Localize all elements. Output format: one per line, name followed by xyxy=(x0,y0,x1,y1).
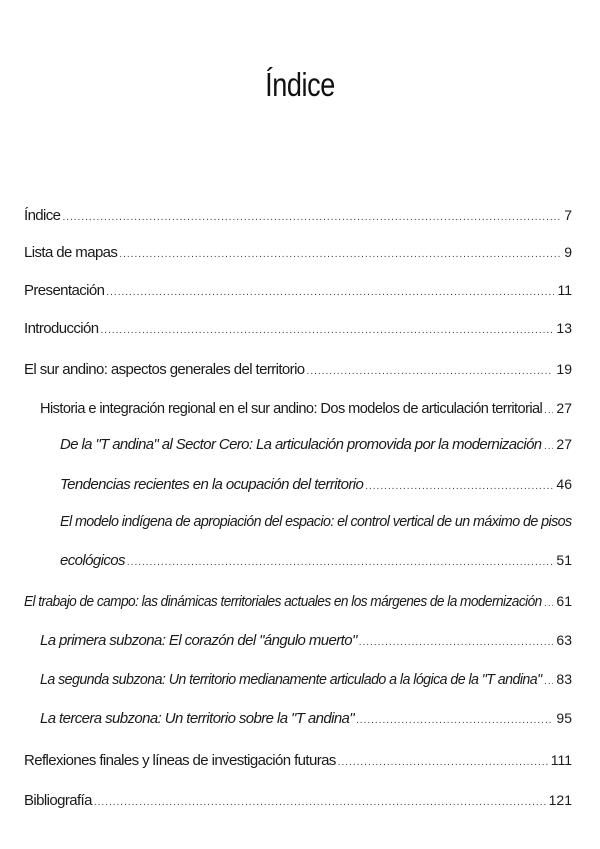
toc-entry-page: 11 xyxy=(557,282,572,298)
leader-dots xyxy=(62,208,561,228)
toc-entry[interactable] xyxy=(40,630,572,653)
leader-dots xyxy=(544,437,553,457)
leader-dots xyxy=(544,594,553,614)
toc-entry-label: La tercera subzona: Un territorio sobre la "T andina" xyxy=(40,710,355,727)
toc-entry-page: 27 xyxy=(556,400,572,416)
toc-entry[interactable] xyxy=(40,669,572,692)
toc-entry[interactable] xyxy=(24,318,572,341)
toc-entry-page: 121 xyxy=(548,792,572,808)
toc-entry-label: De la "T andina" al Sector Cero: La articulación promovida por la modernización xyxy=(60,436,542,453)
toc-entry-label: La segunda subzona: Un territorio medianamente articulado a la lógica de la "T andina" xyxy=(40,671,542,688)
page-title: Índice xyxy=(265,66,335,104)
toc-entry-page: 63 xyxy=(556,632,572,648)
toc-entry[interactable] xyxy=(40,398,572,421)
toc-entry[interactable] xyxy=(24,280,572,303)
toc-entry-label: Lista de mapas xyxy=(24,244,118,261)
leader-dots xyxy=(106,283,554,303)
toc-entry-label: La primera subzona: El corazón del "ángulo muerto" xyxy=(40,632,357,649)
toc-entry-label-line1: El modelo indígena de apropiación del espacio: el control vertical de un máximo de pisos xyxy=(60,513,572,530)
leader-dots xyxy=(365,477,553,497)
leader-dots xyxy=(359,633,554,653)
leader-dots xyxy=(94,793,546,813)
leader-dots xyxy=(544,401,553,421)
toc-entry[interactable] xyxy=(24,205,572,228)
toc-entry-page: 111 xyxy=(550,752,572,768)
toc-entry[interactable] xyxy=(24,591,572,614)
toc-entry[interactable] xyxy=(60,474,572,497)
leader-dots xyxy=(127,553,554,573)
toc-entry-label: El trabajo de campo: las dinámicas territoriales actuales en los márgenes de la modernización xyxy=(24,593,542,610)
toc-entry[interactable] xyxy=(24,750,572,773)
leader-dots xyxy=(119,245,561,265)
toc-entry-page: 7 xyxy=(564,207,572,223)
toc-entry-page: 95 xyxy=(556,710,572,726)
toc-entry-label: El sur andino: aspectos generales del territorio xyxy=(24,361,305,378)
toc-entry[interactable] xyxy=(24,359,572,382)
toc-entry-label: Presentación xyxy=(24,282,105,299)
toc-entry-page: 9 xyxy=(564,244,572,260)
toc-entry-label: Introducción xyxy=(24,320,99,337)
toc-entry-label: Bibliografía xyxy=(24,792,92,809)
leader-dots xyxy=(307,362,554,382)
toc-entry-label: Historia e integración regional en el sur andino: Dos modelos de articulación territorial xyxy=(40,400,543,417)
toc-entry-page: 46 xyxy=(556,476,572,492)
toc-entry-page: 61 xyxy=(556,593,572,609)
toc-entry-page: 51 xyxy=(556,552,572,568)
toc-entry-label: Reflexiones finales y líneas de investigación futuras xyxy=(24,752,336,769)
leader-dots xyxy=(356,711,553,731)
toc-entry-label-line2: ecológicos xyxy=(60,552,125,569)
toc-entry-page: 19 xyxy=(556,361,572,377)
toc-entry-page: 13 xyxy=(556,320,572,336)
toc-entry[interactable] xyxy=(60,550,572,573)
toc-entry[interactable] xyxy=(40,708,572,731)
leader-dots xyxy=(338,753,548,773)
toc-entry[interactable] xyxy=(24,242,572,265)
toc-entry-page: 83 xyxy=(556,671,572,687)
leader-dots xyxy=(101,321,554,341)
leader-dots xyxy=(544,672,553,692)
toc-entry[interactable] xyxy=(24,790,572,813)
toc-entry-label: Índice xyxy=(24,207,61,224)
toc-entry-label: Tendencias recientes en la ocupación del territorio xyxy=(60,476,364,493)
toc-entry-page: 27 xyxy=(556,436,572,452)
toc-entry[interactable] xyxy=(60,434,572,457)
